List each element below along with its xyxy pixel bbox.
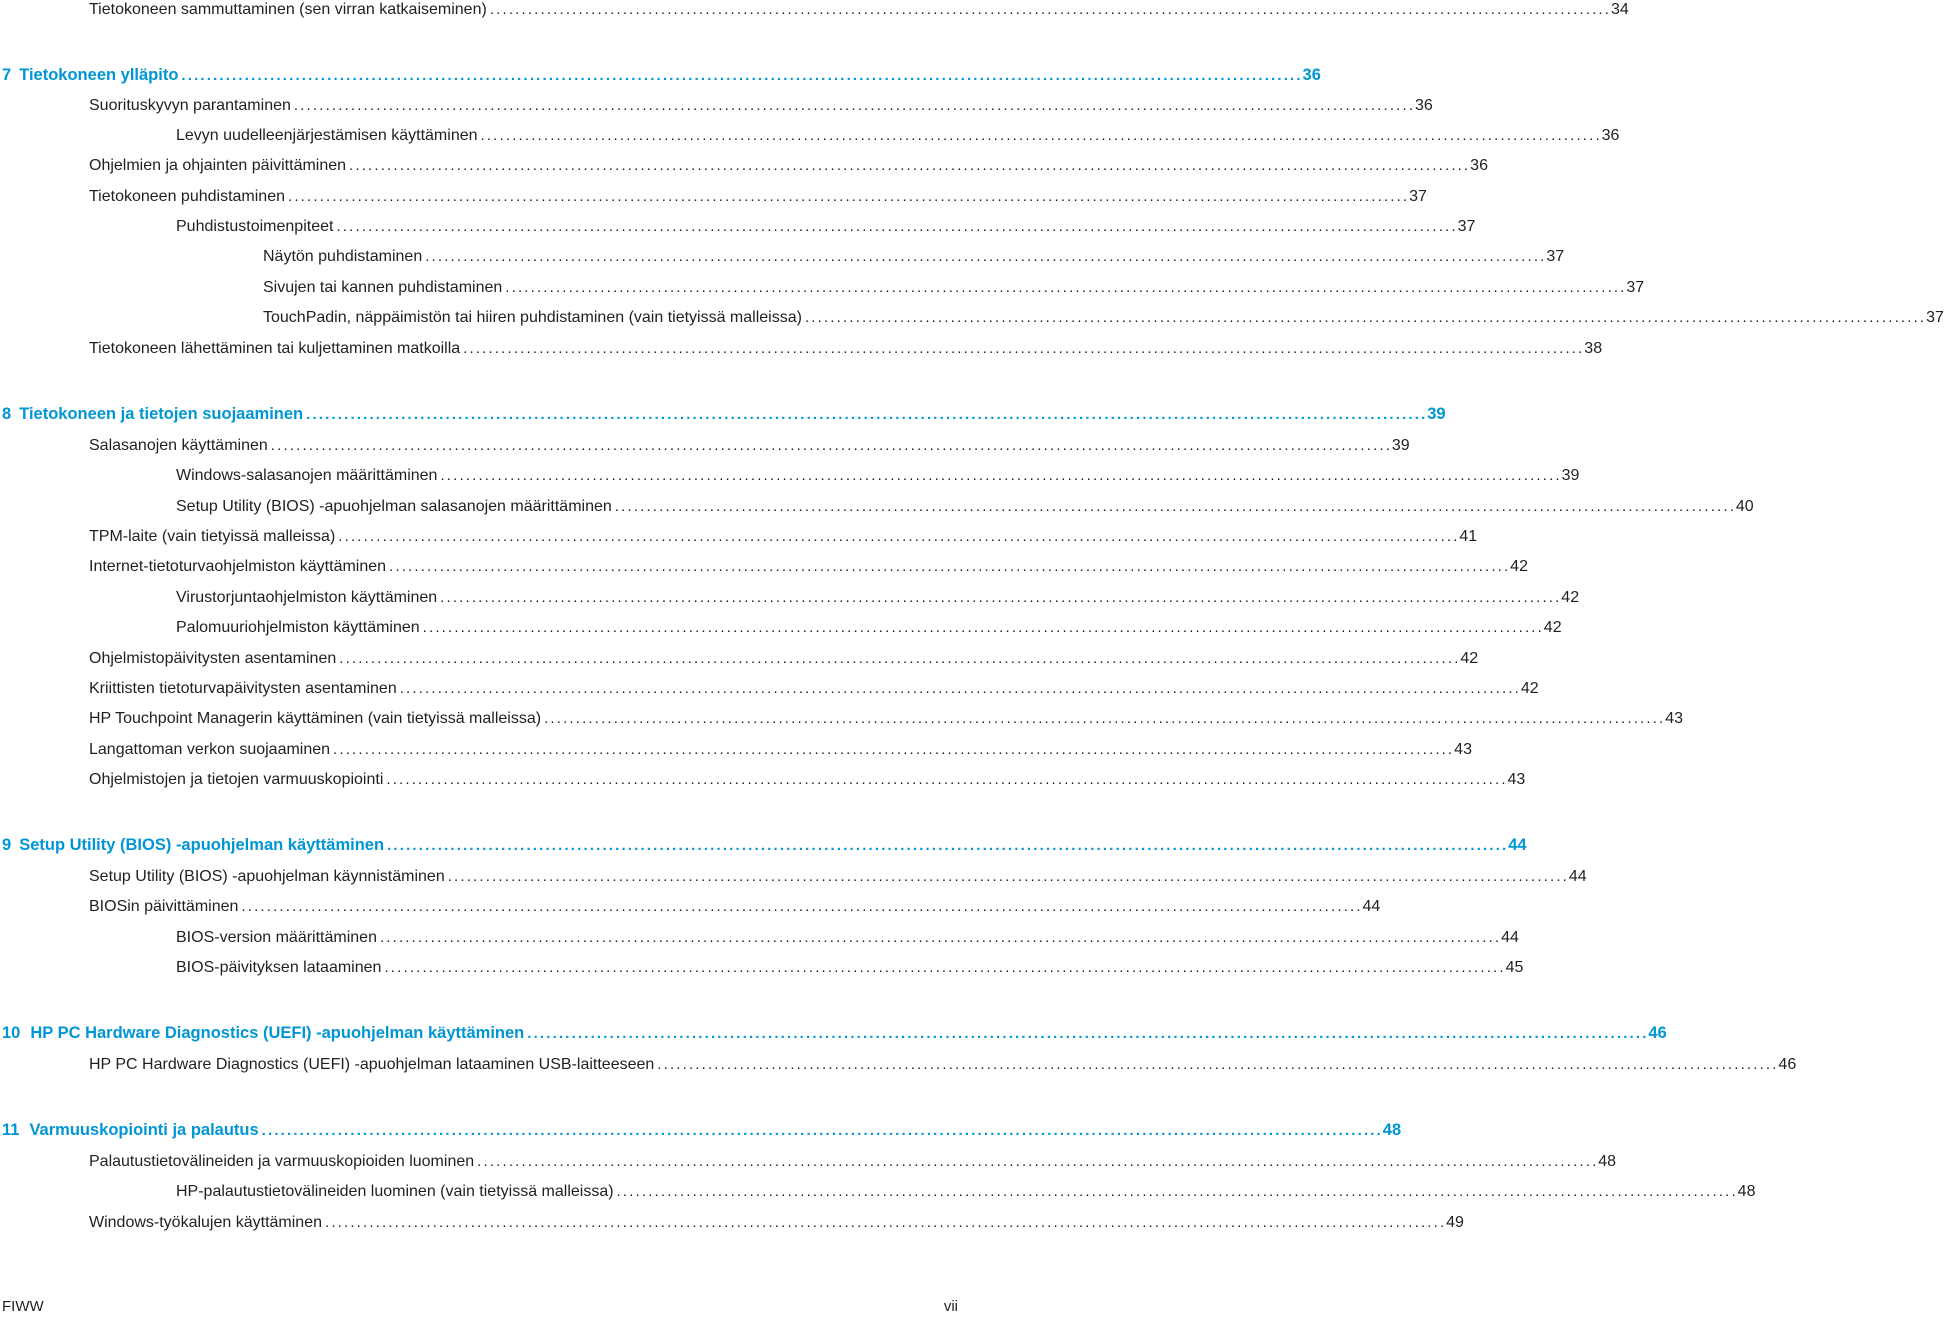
toc-entry-page: 39 (1427, 405, 1446, 423)
dot-leader (448, 867, 1566, 887)
dot-leader (389, 557, 1507, 577)
toc-entry-page: 46 (1778, 1056, 1797, 1073)
dot-leader (617, 1182, 1735, 1202)
toc-entry-title: Setup Utility (BIOS) -apuohjelman salasanojen määrittäminen (176, 498, 612, 515)
toc-entry-title: HP Touchpoint Managerin käyttäminen (vain tietyissä malleissa) (89, 710, 542, 727)
toc-entry-title: BIOSin päivittäminen (89, 898, 239, 915)
dot-leader (400, 679, 1518, 699)
dot-leader (463, 339, 1581, 359)
toc-entry-title: Levyn uudelleenjärjestämisen käyttäminen (176, 127, 478, 144)
toc-entry-title: TPM-laite (vain tietyissä malleissa) (89, 528, 336, 545)
toc-entry[interactable] (0, 1182, 1756, 1202)
toc-entry-page: 40 (1735, 498, 1754, 515)
toc-entry-page: 36 (1302, 66, 1321, 84)
toc-entry[interactable] (0, 497, 1754, 517)
toc-entry[interactable] (0, 339, 1603, 359)
chapter-number: 10 (2, 1024, 21, 1042)
toc-chapter-entry[interactable] (0, 1023, 1667, 1044)
toc-entry-title: Ohjelmien ja ohjainten päivittäminen (89, 157, 347, 174)
dot-leader (338, 527, 1456, 547)
toc-entry-page: 42 (1543, 619, 1562, 636)
chapter-number: 9 (2, 836, 12, 854)
toc-entry[interactable] (0, 740, 1472, 760)
toc-entry-title: HP-palautustietovälineiden luominen (vain tietyissä malleissa) (176, 1183, 614, 1200)
dot-leader (288, 187, 1406, 207)
toc-entry-page: 43 (1507, 771, 1526, 788)
toc-entry-title: Setup Utility (BIOS) -apuohjelman käynnistäminen (89, 868, 445, 885)
toc-entry[interactable] (0, 958, 1524, 978)
toc-entry[interactable] (0, 557, 1528, 577)
toc-entry-page: 46 (1648, 1024, 1667, 1042)
toc-entry-page: 36 (1415, 97, 1433, 114)
toc-entry-title: Ohjelmistojen ja tietojen varmuuskopiointi (89, 771, 384, 788)
dot-leader (333, 740, 1451, 760)
toc-entry-title: Varmuuskopiointi ja palautus (29, 1121, 259, 1139)
toc-chapter-entry[interactable] (0, 1120, 1402, 1141)
dot-leader (271, 436, 1389, 456)
dot-leader (241, 897, 1359, 917)
toc-entry-title: Tietokoneen ja tietojen suojaaminen (19, 405, 304, 423)
dot-leader (294, 96, 1412, 116)
dot-leader (490, 0, 1608, 20)
toc-entry[interactable] (0, 187, 1427, 207)
toc-entry-title: Tietokoneen sammuttaminen (sen virran katkaiseminen) (89, 1, 487, 18)
toc-entry[interactable] (0, 96, 1433, 116)
toc-entry-page: 36 (1470, 157, 1488, 174)
chapter-number: 8 (2, 405, 12, 423)
dot-leader (805, 308, 1923, 328)
toc-entry[interactable] (0, 928, 1519, 948)
dot-leader (387, 836, 1505, 856)
toc-entry-title: Palomuuriohjelmiston käyttäminen (176, 619, 420, 636)
dot-leader (425, 247, 1543, 267)
toc-entry-title: Näytön puhdistaminen (263, 248, 423, 265)
dot-leader (440, 466, 1558, 486)
toc-entry-page: 36 (1601, 127, 1620, 144)
toc-entry-page: 42 (1520, 680, 1539, 697)
toc-entry[interactable] (0, 0, 1629, 20)
dot-leader (527, 1024, 1645, 1044)
toc-entry-page: 43 (1665, 710, 1683, 727)
toc-entry-title: Salasanojen käyttäminen (89, 437, 268, 454)
toc-entry[interactable] (0, 770, 1526, 790)
toc-entry-title: Puhdistustoimenpiteet (176, 218, 334, 235)
toc-entry[interactable] (0, 436, 1410, 456)
dot-leader (657, 1055, 1775, 1075)
dot-leader (615, 497, 1733, 517)
dot-leader (386, 770, 1504, 790)
toc-entry-page: 44 (1568, 868, 1587, 885)
toc-entry-page: 44 (1508, 836, 1527, 854)
toc-entry[interactable] (0, 217, 1476, 237)
toc-entry-title: Langattoman verkon suojaaminen (89, 741, 331, 758)
toc-chapter-entry[interactable] (0, 404, 1446, 425)
dot-leader (440, 588, 1558, 608)
toc-entry[interactable] (0, 308, 1944, 328)
dot-leader (306, 405, 1424, 425)
toc-entry-title: HP PC Hardware Diagnostics (UEFI) -apuohjelman lataaminen USB-laitteeseen (89, 1056, 655, 1073)
toc-chapter-entry[interactable] (0, 65, 1321, 86)
toc-entry-page: 37 (1546, 248, 1565, 265)
toc-entry-title: Setup Utility (BIOS) -apuohjelman käyttäminen (19, 836, 385, 854)
toc-entry-title: Tietokoneen lähettäminen tai kuljettaminen matkoilla (89, 340, 461, 357)
toc-entry-title: Sivujen tai kannen puhdistaminen (263, 279, 503, 296)
dot-leader (262, 1121, 1380, 1141)
toc-entry-title: HP PC Hardware Diagnostics (UEFI) -apuohjelman käyttäminen (30, 1024, 525, 1042)
toc-entry-page: 37 (1926, 309, 1944, 326)
toc-entry[interactable] (0, 1213, 1464, 1233)
toc-entry[interactable] (0, 709, 1683, 729)
toc-entry-page: 37 (1409, 188, 1427, 205)
dot-leader (477, 1152, 1595, 1172)
toc-entry-title: Windows-salasanojen määrittäminen (176, 467, 438, 484)
toc-entry-title: Palautustietovälineiden ja varmuuskopioiden luominen (89, 1153, 475, 1170)
toc-entry[interactable] (0, 1055, 1797, 1075)
toc-entry-page: 34 (1610, 1, 1629, 18)
toc-entry-title: Tietokoneen puhdistaminen (89, 188, 285, 205)
toc-entry[interactable] (0, 679, 1539, 699)
toc-entry-page: 39 (1391, 437, 1410, 454)
dot-leader (384, 958, 1502, 978)
toc-entry-title: TouchPadin, näppäimistön tai hiiren puhdistaminen (vain tietyissä malleissa) (263, 309, 802, 326)
footer-locale: FIWW (2, 1298, 44, 1315)
toc-entry[interactable] (0, 618, 1562, 638)
dot-leader (325, 1213, 1443, 1233)
toc-entry-title: Virustorjuntaohjelmiston käyttäminen (176, 589, 438, 606)
dot-leader (181, 66, 1299, 86)
toc-entry[interactable] (0, 1152, 1617, 1172)
toc-entry[interactable] (0, 588, 1580, 608)
toc-entry[interactable] (0, 897, 1381, 917)
toc-entry-page: 48 (1382, 1121, 1402, 1139)
toc-entry-title: Windows-työkalujen käyttäminen (89, 1214, 322, 1231)
toc-entry-page: 42 (1561, 589, 1580, 606)
dot-leader (336, 217, 1454, 237)
toc-entry-page: 48 (1737, 1183, 1756, 1200)
toc-entry-page: 37 (1457, 218, 1476, 235)
toc-entry[interactable] (0, 278, 1645, 298)
dot-leader (380, 928, 1498, 948)
toc-entry[interactable] (0, 126, 1620, 146)
toc-entry-page: 45 (1505, 959, 1524, 976)
toc-entry-page: 44 (1362, 898, 1381, 915)
toc-entry-page: 44 (1501, 929, 1519, 946)
toc-entry-page: 42 (1510, 558, 1528, 575)
dot-leader (505, 278, 1623, 298)
toc-entry-title: BIOS-version määrittäminen (176, 929, 377, 946)
toc-entry-page: 41 (1459, 528, 1478, 545)
toc-entry[interactable] (0, 867, 1587, 887)
dot-leader (481, 126, 1599, 146)
dot-leader (339, 649, 1457, 669)
toc-entry-page: 37 (1626, 279, 1645, 296)
toc-entry-page: 49 (1446, 1214, 1464, 1231)
chapter-number: 11 (2, 1121, 20, 1139)
toc-entry-page: 39 (1561, 467, 1580, 484)
toc-entry[interactable] (0, 527, 1478, 547)
toc-entry-page: 42 (1460, 650, 1479, 667)
dot-leader (349, 156, 1467, 176)
toc-chapter-entry[interactable] (0, 835, 1527, 856)
toc-entry-title: Suorituskyvyn parantaminen (89, 97, 291, 114)
toc-entry-title: Tietokoneen ylläpito (19, 66, 179, 84)
toc-entry-title: BIOS-päivityksen lataaminen (176, 959, 382, 976)
toc-entry[interactable] (0, 156, 1488, 176)
toc-entry-page: 48 (1598, 1153, 1617, 1170)
toc-entry-title: Ohjelmistopäivitysten asentaminen (89, 650, 337, 667)
footer-page-number: vii (943, 1298, 958, 1315)
toc-entry[interactable] (0, 247, 1565, 267)
toc-entry[interactable] (0, 649, 1479, 669)
chapter-number: 7 (2, 66, 12, 84)
dot-leader (423, 618, 1541, 638)
toc-entry-page: 38 (1584, 340, 1603, 357)
dot-leader (544, 709, 1662, 729)
toc-entry-title: Internet-tietoturvaohjelmiston käyttäminen (89, 558, 387, 575)
toc-entry[interactable] (0, 466, 1580, 486)
toc-entry-title: Kriittisten tietoturvapäivitysten asentaminen (89, 680, 397, 697)
toc-entry-page: 43 (1454, 741, 1472, 758)
